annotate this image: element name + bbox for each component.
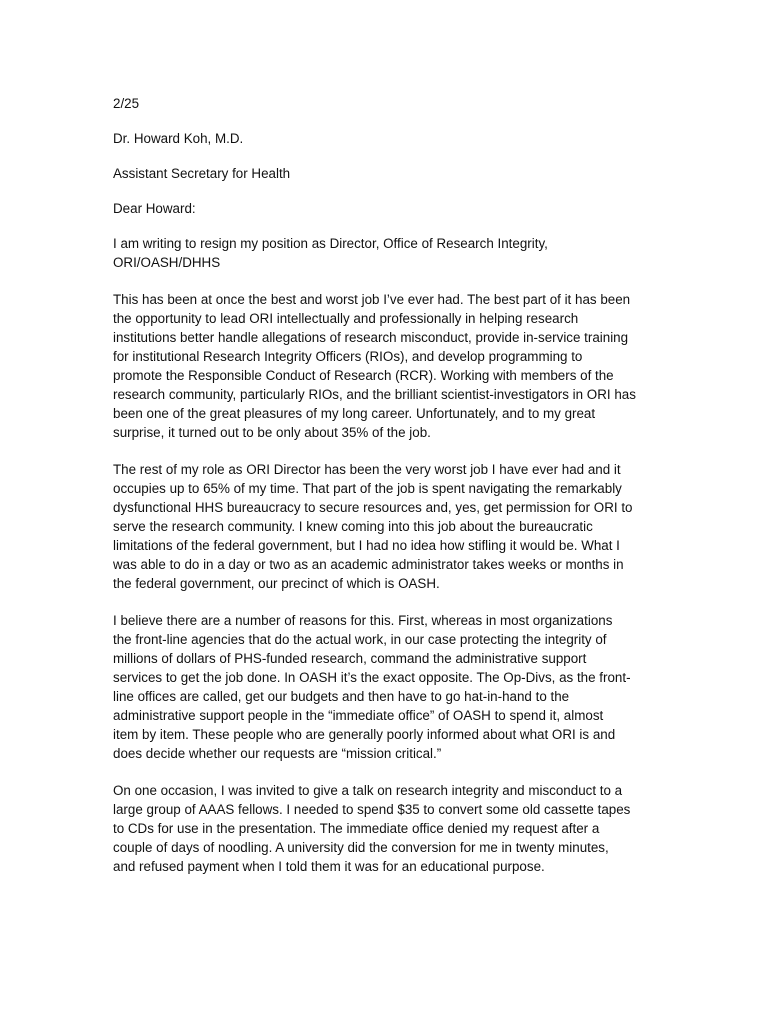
paragraph-line: occupies up to 65% of my time. That part of the job is spent navigating the remarkably (113, 481, 622, 496)
paragraph-line: millions of dollars of PHS-funded research, command the administrative support (113, 651, 587, 666)
paragraph-line: the front-line agencies that do the actual work, in our case protecting the integrity of (113, 632, 607, 647)
paragraph-line: services to get the job done. In OASH it’s the exact opposite. The Op-Divs, as the front- (113, 670, 631, 685)
paragraph-line: does decide whether our requests are “mission critical.” (113, 746, 442, 761)
paragraph-line: serve the research community. I knew coming into this job about the bureaucratic (113, 519, 593, 534)
paragraph-line: the federal government, our precinct of which is OASH. (113, 576, 440, 591)
paragraph-line: couple of days of noodling. A university did the conversion for me in twenty minutes, (113, 840, 609, 855)
paragraph-line: On one occasion, I was invited to give a talk on research integrity and misconduct to a (113, 783, 623, 798)
paragraph-line: limitations of the federal government, but I had no idea how stifling it would be. What I (113, 538, 620, 553)
paragraph-line: line offices are called, get our budgets and then have to go hat-in-hand to the (113, 689, 570, 704)
paragraph-line: research community, particularly RIOs, and the brilliant scientist-investigators in ORI has (113, 387, 636, 402)
paragraph-line: item by item. These people who are generally poorly informed about what ORI is and (113, 727, 616, 742)
paragraph-line: promote the Responsible Conduct of Research (RCR). Working with members of the (113, 368, 614, 383)
paragraph-line: institutions better handle allegations of research misconduct, provide in-service training (113, 330, 629, 345)
paragraph-line: administrative support people in the “immediate office” of OASH to spend it, almost (113, 708, 604, 723)
paragraph-line: for institutional Research Integrity Officers (RIOs), and develop programming to (113, 349, 583, 364)
salutation: Dear Howard: (113, 201, 196, 216)
paragraph-line: surprise, it turned out to be only about 35% of the job. (113, 425, 431, 440)
paragraph-line: the opportunity to lead ORI intellectually and professionally in helping research (113, 311, 579, 326)
paragraph-line: dysfunctional HHS bureaucracy to secure resources and, yes, get permission for ORI to (113, 500, 633, 515)
paragraph-line: to CDs for use in the presentation. The immediate office denied my request after a (113, 821, 600, 836)
recipient-name: Dr. Howard Koh, M.D. (113, 131, 244, 146)
resignation-paragraph (113, 234, 658, 272)
paragraph-line: been one of the great pleasures of my long career. Unfortunately, and to my great (113, 406, 596, 421)
paragraph-line: The rest of my role as ORI Director has been the very worst job I have ever had and it (113, 462, 621, 477)
paragraph-line: This has been at once the best and worst job I’ve ever had. The best part of it has been (113, 292, 631, 307)
occasion-paragraph (113, 781, 658, 876)
best-part-paragraph (113, 290, 658, 442)
paragraph-line: ORI/OASH/DHHS (113, 255, 221, 270)
letter-date: 2/25 (113, 96, 140, 111)
reasons-paragraph (113, 611, 658, 763)
paragraph-line: was able to do in a day or two as an academic administrator takes weeks or months in (113, 557, 624, 572)
paragraph-line: I am writing to resign my position as Director, Office of Research Integrity, (113, 236, 548, 251)
paragraph-line: and refused payment when I told them it was for an educational purpose. (113, 859, 545, 874)
paragraph-line: large group of AAAS fellows. I needed to spend $35 to convert some old cassette tapes (113, 802, 631, 817)
paragraph-line: I believe there are a number of reasons for this. First, whereas in most organizations (113, 613, 613, 628)
worst-part-paragraph (113, 460, 658, 593)
recipient-title: Assistant Secretary for Health (113, 166, 291, 181)
